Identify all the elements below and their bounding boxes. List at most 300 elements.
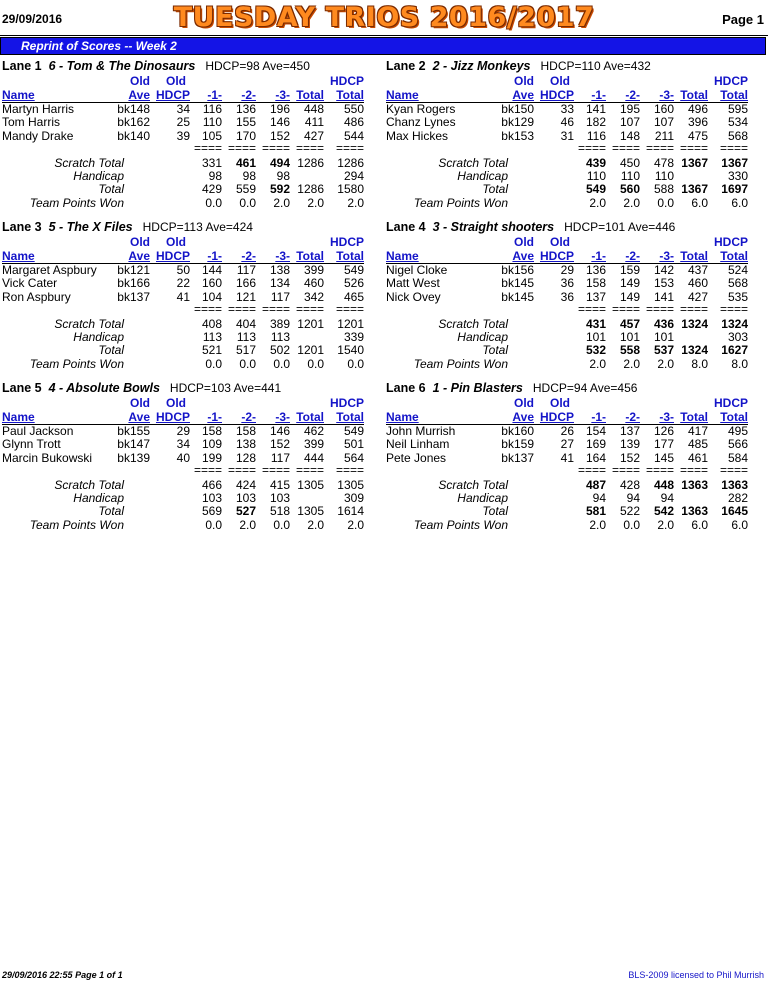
- team-handicap-g3: 101: [653, 330, 674, 344]
- team-points-won-total: 6.0: [691, 518, 708, 532]
- player-hdcp-total: 524: [727, 263, 748, 277]
- report-title: TUESDAY TRIOS 2016/2017: [173, 2, 595, 33]
- old-label-hdcp: Old: [550, 74, 570, 88]
- old-label-hdcp: Old: [166, 235, 186, 249]
- column-header-name: Name: [2, 88, 35, 102]
- team-handicap-info: HDCP=110 Ave=432: [540, 59, 651, 73]
- player-name: Marcin Bukowski: [2, 451, 93, 465]
- team-handicap-info: HDCP=103 Ave=441: [169, 381, 282, 395]
- player-game1: 116: [202, 102, 222, 116]
- column-header-game1: -1-: [207, 410, 222, 424]
- player-game2: 149: [619, 290, 640, 304]
- hdcp-label-top: HDCP: [713, 396, 748, 410]
- team-points-won-g1: 2.0: [589, 196, 606, 210]
- grand-total-htotal: 1645: [721, 504, 748, 518]
- team-handicap-htotal: 294: [343, 169, 364, 183]
- player-average: bk137: [117, 290, 150, 304]
- team-handicap-g3: 103: [269, 491, 290, 505]
- scratch-total-g2: 461: [235, 156, 256, 170]
- lane-number: Lane 4: [386, 220, 426, 234]
- grand-total-g1: 429: [201, 182, 222, 196]
- team-handicap-htotal: 309: [343, 491, 364, 505]
- total-separator: ====: [227, 141, 256, 155]
- column-header-game1: -1-: [591, 88, 606, 102]
- lane-number: Lane 5: [2, 381, 42, 395]
- column-header-ave: Ave: [128, 249, 150, 263]
- grand-total-g2: 522: [619, 504, 640, 518]
- player-average: bk139: [117, 451, 150, 465]
- team-points-won-g1: 0.0: [205, 196, 222, 210]
- player-hdcp-total: 535: [727, 290, 748, 304]
- total-separator: ====: [193, 302, 222, 316]
- player-handicap: 40: [176, 451, 190, 465]
- player-hdcp-total: 526: [343, 276, 364, 290]
- lane-heading: [2, 59, 310, 73]
- grand-total-label: Total: [98, 504, 124, 518]
- player-handicap: 34: [176, 102, 190, 116]
- team-points-won-htotal: 6.0: [731, 196, 748, 210]
- team-handicap-g3: 94: [660, 491, 674, 505]
- player-game1: 144: [201, 263, 222, 277]
- column-header-ave: Ave: [128, 410, 150, 424]
- column-header-ave: Ave: [512, 410, 534, 424]
- grand-total-g2: 517: [235, 343, 256, 357]
- column-header-ave: Ave: [128, 88, 150, 102]
- player-average: bk166: [117, 276, 150, 290]
- player-game3: 153: [653, 276, 674, 290]
- scratch-total-total: 1363: [681, 478, 708, 492]
- team-handicap-g1: 98: [208, 169, 222, 183]
- total-separator: ====: [645, 302, 674, 316]
- grand-total-g1: 581: [585, 504, 606, 518]
- total-separator: ====: [193, 141, 222, 155]
- column-header-game2: -2-: [241, 249, 256, 263]
- player-game1: 182: [585, 115, 606, 129]
- player-name: John Murrish: [386, 424, 456, 438]
- grand-total-total: 1201: [297, 343, 324, 357]
- player-handicap: 26: [560, 424, 574, 438]
- player-total: 462: [303, 424, 324, 438]
- player-hdcp-total: 465: [343, 290, 364, 304]
- lane-number: Lane 3: [2, 220, 42, 234]
- team-name: 3 - Straight shooters: [432, 220, 555, 234]
- team-handicap-label: Handicap: [73, 169, 124, 183]
- player-average: bk155: [117, 424, 150, 438]
- player-game3: 177: [653, 437, 674, 451]
- section-banner: [0, 37, 766, 55]
- player-game1: 104: [201, 290, 222, 304]
- team-handicap-label: Handicap: [73, 491, 124, 505]
- column-header-total: Total: [680, 410, 708, 424]
- scratch-total-g1: 431: [585, 317, 606, 331]
- hdcp-label-top: HDCP: [713, 235, 748, 249]
- column-header-game3: -3-: [659, 410, 674, 424]
- player-total: 437: [687, 263, 708, 277]
- grand-total-g1: 569: [201, 504, 222, 518]
- team-points-won-g2: 2.0: [623, 357, 640, 371]
- grand-total-total: 1305: [297, 504, 324, 518]
- column-header-ave: Ave: [512, 88, 534, 102]
- player-average: bk129: [501, 115, 534, 129]
- team-handicap-g1: 101: [585, 330, 606, 344]
- team-handicap-g1: 103: [201, 491, 222, 505]
- player-total: 496: [687, 102, 708, 116]
- old-label-ave: Old: [514, 74, 534, 88]
- column-header-game2: -2-: [241, 410, 256, 424]
- scratch-total-g3: 436: [653, 317, 674, 331]
- lane-block: [386, 381, 766, 541]
- lane-number: Lane 2: [386, 59, 426, 73]
- player-average: bk156: [501, 263, 534, 277]
- old-label-ave: Old: [130, 74, 150, 88]
- scratch-total-g1: 439: [585, 156, 606, 170]
- player-game3: 211: [654, 129, 674, 143]
- player-game3: 141: [653, 290, 674, 304]
- scratch-total-g2: 424: [235, 478, 256, 492]
- player-average: bk137: [501, 451, 534, 465]
- column-header-total: Total: [296, 249, 324, 263]
- team-handicap-g2: 94: [626, 491, 640, 505]
- player-name: Margaret Aspbury: [2, 263, 97, 277]
- team-name: 5 - The X Files: [48, 220, 133, 234]
- player-game1: 160: [201, 276, 222, 290]
- player-name: Glynn Trott: [2, 437, 61, 451]
- team-handicap-label: Handicap: [73, 330, 124, 344]
- player-game2: 159: [619, 263, 640, 277]
- team-handicap-htotal: 330: [727, 169, 748, 183]
- column-header-game3: -3-: [659, 249, 674, 263]
- player-game2: 155: [235, 115, 256, 129]
- player-name: Martyn Harris: [2, 102, 75, 116]
- total-separator: ====: [335, 141, 364, 155]
- team-points-won-g3: 0.0: [273, 518, 290, 532]
- grand-total-htotal: 1580: [337, 182, 364, 196]
- scratch-total-g1: 487: [585, 478, 606, 492]
- team-handicap-info: HDCP=113 Ave=424: [142, 220, 253, 234]
- player-hdcp-total: 564: [343, 451, 364, 465]
- team-points-won-g2: 2.0: [239, 518, 256, 532]
- grand-total-g3: 542: [653, 504, 674, 518]
- player-game1: 136: [585, 263, 606, 277]
- grand-total-g1: 549: [585, 182, 606, 196]
- player-hdcp-total: 549: [343, 263, 364, 277]
- column-header-game3: -3-: [275, 410, 290, 424]
- scratch-total-total: 1286: [297, 156, 324, 170]
- player-game2: 136: [235, 102, 256, 116]
- player-total: 411: [304, 115, 324, 129]
- player-hdcp-total: 595: [727, 102, 748, 116]
- total-separator: ====: [679, 302, 708, 316]
- team-points-won-g3: 2.0: [273, 196, 290, 210]
- lane-block: [386, 220, 766, 380]
- lane-block: [386, 59, 766, 219]
- player-total: 342: [303, 290, 324, 304]
- total-separator: ====: [227, 463, 256, 477]
- team-handicap-g3: 113: [270, 330, 290, 344]
- player-game3: 107: [653, 115, 674, 129]
- player-name: Nick Ovey: [386, 290, 441, 304]
- column-header-ave: Ave: [512, 249, 534, 263]
- team-name: 4 - Absolute Bowls: [48, 381, 160, 395]
- scratch-total-g2: 404: [235, 317, 256, 331]
- player-total: 396: [687, 115, 708, 129]
- player-name: Neil Linham: [386, 437, 450, 451]
- player-game3: 146: [269, 115, 290, 129]
- lane-heading: [386, 220, 675, 234]
- player-hdcp-total: 550: [343, 102, 364, 116]
- lane-heading: [2, 381, 281, 395]
- player-game1: 158: [201, 424, 222, 438]
- team-handicap-g1: 110: [586, 169, 606, 183]
- total-separator: ====: [261, 302, 290, 316]
- column-header-game3: -3-: [659, 88, 674, 102]
- scratch-total-g3: 448: [653, 478, 674, 492]
- column-header-hdcp: HDCP: [539, 410, 574, 424]
- team-points-won-total: 0.0: [307, 357, 324, 371]
- scratch-total-total: 1201: [297, 317, 324, 331]
- scratch-total-label: Scratch Total: [54, 478, 124, 492]
- player-game3: 117: [270, 290, 290, 304]
- grand-total-g3: 502: [269, 343, 290, 357]
- player-handicap: 34: [176, 437, 190, 451]
- footer-license: BLS-2009 licensed to Phil Murrish: [628, 970, 764, 980]
- player-name: Nigel Cloke: [386, 263, 448, 277]
- player-game1: 154: [585, 424, 606, 438]
- column-header-game1: -1-: [207, 88, 222, 102]
- player-hdcp-total: 544: [343, 129, 364, 143]
- total-separator: ====: [719, 302, 748, 316]
- player-handicap: 36: [560, 276, 574, 290]
- scratch-total-g2: 450: [619, 156, 640, 170]
- column-header-hdcp-total: Total: [336, 249, 364, 263]
- team-handicap-g2: 113: [236, 330, 256, 344]
- total-separator: ====: [645, 463, 674, 477]
- player-game2: 137: [619, 424, 640, 438]
- player-handicap: 31: [560, 129, 574, 143]
- grand-total-total: 1363: [681, 504, 708, 518]
- scratch-total-g3: 494: [269, 156, 290, 170]
- old-label-ave: Old: [514, 396, 534, 410]
- column-header-hdcp-total: Total: [720, 88, 748, 102]
- hdcp-label-top: HDCP: [713, 74, 748, 88]
- scratch-total-label: Scratch Total: [438, 478, 508, 492]
- team-handicap-label: Handicap: [457, 491, 508, 505]
- player-name: Ron Aspbury: [2, 290, 71, 304]
- grand-total-htotal: 1627: [721, 343, 748, 357]
- total-separator: ====: [227, 302, 256, 316]
- team-points-won-g3: 0.0: [657, 196, 674, 210]
- player-game2: 139: [619, 437, 640, 451]
- player-handicap: 41: [560, 451, 574, 465]
- player-handicap: 27: [560, 437, 574, 451]
- grand-total-g2: 558: [619, 343, 640, 357]
- scratch-total-htotal: 1201: [337, 317, 364, 331]
- player-name: Vick Cater: [2, 276, 58, 290]
- player-hdcp-total: 568: [727, 276, 748, 290]
- player-average: bk153: [501, 129, 534, 143]
- total-separator: ====: [577, 463, 606, 477]
- column-header-game3: -3-: [275, 88, 290, 102]
- grand-total-htotal: 1614: [337, 504, 364, 518]
- column-header-game3: -3-: [275, 249, 290, 263]
- team-points-won-g1: 2.0: [589, 518, 606, 532]
- team-points-won-label: Team Points Won: [413, 196, 508, 210]
- scratch-total-g3: 415: [269, 478, 290, 492]
- total-separator: ====: [335, 463, 364, 477]
- player-game2: 149: [619, 276, 640, 290]
- player-handicap: 50: [176, 263, 190, 277]
- player-handicap: 22: [176, 276, 190, 290]
- player-average: bk147: [117, 437, 150, 451]
- scratch-total-label: Scratch Total: [438, 317, 508, 331]
- grand-total-g3: 537: [653, 343, 674, 357]
- grand-total-htotal: 1697: [721, 182, 748, 196]
- team-handicap-htotal: 282: [727, 491, 748, 505]
- team-points-won-g1: 0.0: [205, 357, 222, 371]
- column-header-name: Name: [386, 249, 419, 263]
- player-name: Chanz Lynes: [386, 115, 456, 129]
- scratch-total-label: Scratch Total: [54, 156, 124, 170]
- player-game2: 128: [235, 451, 256, 465]
- lane-number: Lane 1: [2, 59, 42, 73]
- player-game1: 164: [585, 451, 606, 465]
- scratch-total-g1: 466: [201, 478, 222, 492]
- player-average: bk140: [117, 129, 150, 143]
- player-hdcp-total: 486: [343, 115, 364, 129]
- player-hdcp-total: 495: [727, 424, 748, 438]
- player-handicap: 36: [560, 290, 574, 304]
- total-separator: ====: [645, 141, 674, 155]
- player-average: bk159: [501, 437, 534, 451]
- page-number: Page 1: [722, 12, 764, 27]
- scratch-total-htotal: 1324: [721, 317, 748, 331]
- player-game3: 196: [269, 102, 290, 116]
- column-header-hdcp-total: Total: [720, 410, 748, 424]
- player-handicap: 39: [176, 129, 190, 143]
- scratch-total-g3: 478: [653, 156, 674, 170]
- team-points-won-g1: 2.0: [589, 357, 606, 371]
- player-game3: 117: [270, 451, 290, 465]
- team-handicap-g2: 98: [242, 169, 256, 183]
- old-label-hdcp: Old: [166, 74, 186, 88]
- column-header-total: Total: [680, 88, 708, 102]
- player-game3: 146: [269, 424, 290, 438]
- old-label-ave: Old: [130, 396, 150, 410]
- old-label-ave: Old: [130, 235, 150, 249]
- scratch-total-htotal: 1305: [337, 478, 364, 492]
- team-handicap-g3: 98: [276, 169, 290, 183]
- scratch-total-g1: 408: [201, 317, 222, 331]
- player-game2: 117: [236, 263, 256, 277]
- player-game2: 158: [235, 424, 256, 438]
- team-handicap-g1: 94: [592, 491, 606, 505]
- scratch-total-htotal: 1363: [721, 478, 748, 492]
- team-handicap-g1: 113: [202, 330, 222, 344]
- section-banner-text: Reprint of Scores -- Week 2: [21, 39, 177, 53]
- total-separator: ====: [335, 302, 364, 316]
- player-game1: 141: [585, 102, 606, 116]
- team-points-won-htotal: 0.0: [347, 357, 364, 371]
- grand-total-label: Total: [98, 343, 124, 357]
- player-name: Max Hickes: [386, 129, 449, 143]
- footer-timestamp: 29/09/2016 22:55 Page 1 of 1: [2, 970, 123, 980]
- grand-total-g3: 518: [269, 504, 290, 518]
- lane-block: [2, 59, 382, 219]
- grand-total-g2: 560: [619, 182, 640, 196]
- team-handicap-htotal: 339: [343, 330, 364, 344]
- grand-total-g2: 527: [235, 504, 256, 518]
- scratch-total-g2: 428: [619, 478, 640, 492]
- player-game2: 195: [619, 102, 640, 116]
- team-points-won-total: 2.0: [307, 518, 324, 532]
- player-handicap: 33: [560, 102, 574, 116]
- player-game1: 137: [585, 290, 606, 304]
- player-game1: 116: [586, 129, 606, 143]
- header-divider: [0, 35, 768, 36]
- total-separator: ====: [193, 463, 222, 477]
- player-total: 448: [303, 102, 324, 116]
- scratch-total-htotal: 1367: [721, 156, 748, 170]
- team-points-won-g3: 2.0: [657, 518, 674, 532]
- player-game2: 107: [619, 115, 640, 129]
- player-average: bk148: [117, 102, 150, 116]
- player-total: 444: [303, 451, 324, 465]
- team-points-won-label: Team Points Won: [413, 357, 508, 371]
- total-separator: ====: [719, 463, 748, 477]
- player-average: bk160: [501, 424, 534, 438]
- player-name: Matt West: [386, 276, 440, 290]
- column-header-hdcp: HDCP: [539, 88, 574, 102]
- player-handicap: 41: [176, 290, 190, 304]
- column-header-name: Name: [2, 410, 35, 424]
- player-hdcp-total: 501: [343, 437, 364, 451]
- scratch-total-g1: 331: [201, 156, 222, 170]
- player-average: bk145: [501, 290, 534, 304]
- player-hdcp-total: 568: [727, 129, 748, 143]
- player-name: Pete Jones: [386, 451, 447, 465]
- grand-total-htotal: 1540: [337, 343, 364, 357]
- total-separator: ====: [611, 141, 640, 155]
- team-handicap-info: HDCP=98 Ave=450: [205, 59, 310, 73]
- team-points-won-g2: 0.0: [239, 196, 256, 210]
- player-name: Tom Harris: [2, 115, 61, 129]
- total-separator: ====: [679, 463, 708, 477]
- team-points-won-g2: 0.0: [623, 518, 640, 532]
- team-handicap-g2: 110: [620, 169, 640, 183]
- grand-total-g2: 559: [235, 182, 256, 196]
- lane-heading: [386, 59, 651, 73]
- player-game2: 166: [235, 276, 256, 290]
- player-game3: 142: [653, 263, 674, 277]
- player-game3: 134: [269, 276, 290, 290]
- team-name: 2 - Jizz Monkeys: [432, 59, 531, 73]
- player-name: Kyan Rogers: [386, 102, 456, 116]
- total-separator: ====: [679, 141, 708, 155]
- report-date: 29/09/2016: [2, 12, 63, 26]
- team-points-won-total: 8.0: [691, 357, 708, 371]
- column-header-game1: -1-: [591, 410, 606, 424]
- player-total: 485: [687, 437, 708, 451]
- old-label-hdcp: Old: [550, 235, 570, 249]
- player-game1: 110: [202, 115, 222, 129]
- lane-heading: [386, 381, 637, 395]
- column-header-game1: -1-: [207, 249, 222, 263]
- total-separator: ====: [261, 463, 290, 477]
- player-game3: 152: [269, 437, 290, 451]
- grand-total-g1: 521: [201, 343, 222, 357]
- team-points-won-g2: 2.0: [623, 196, 640, 210]
- team-handicap-info: HDCP=101 Ave=446: [564, 220, 676, 234]
